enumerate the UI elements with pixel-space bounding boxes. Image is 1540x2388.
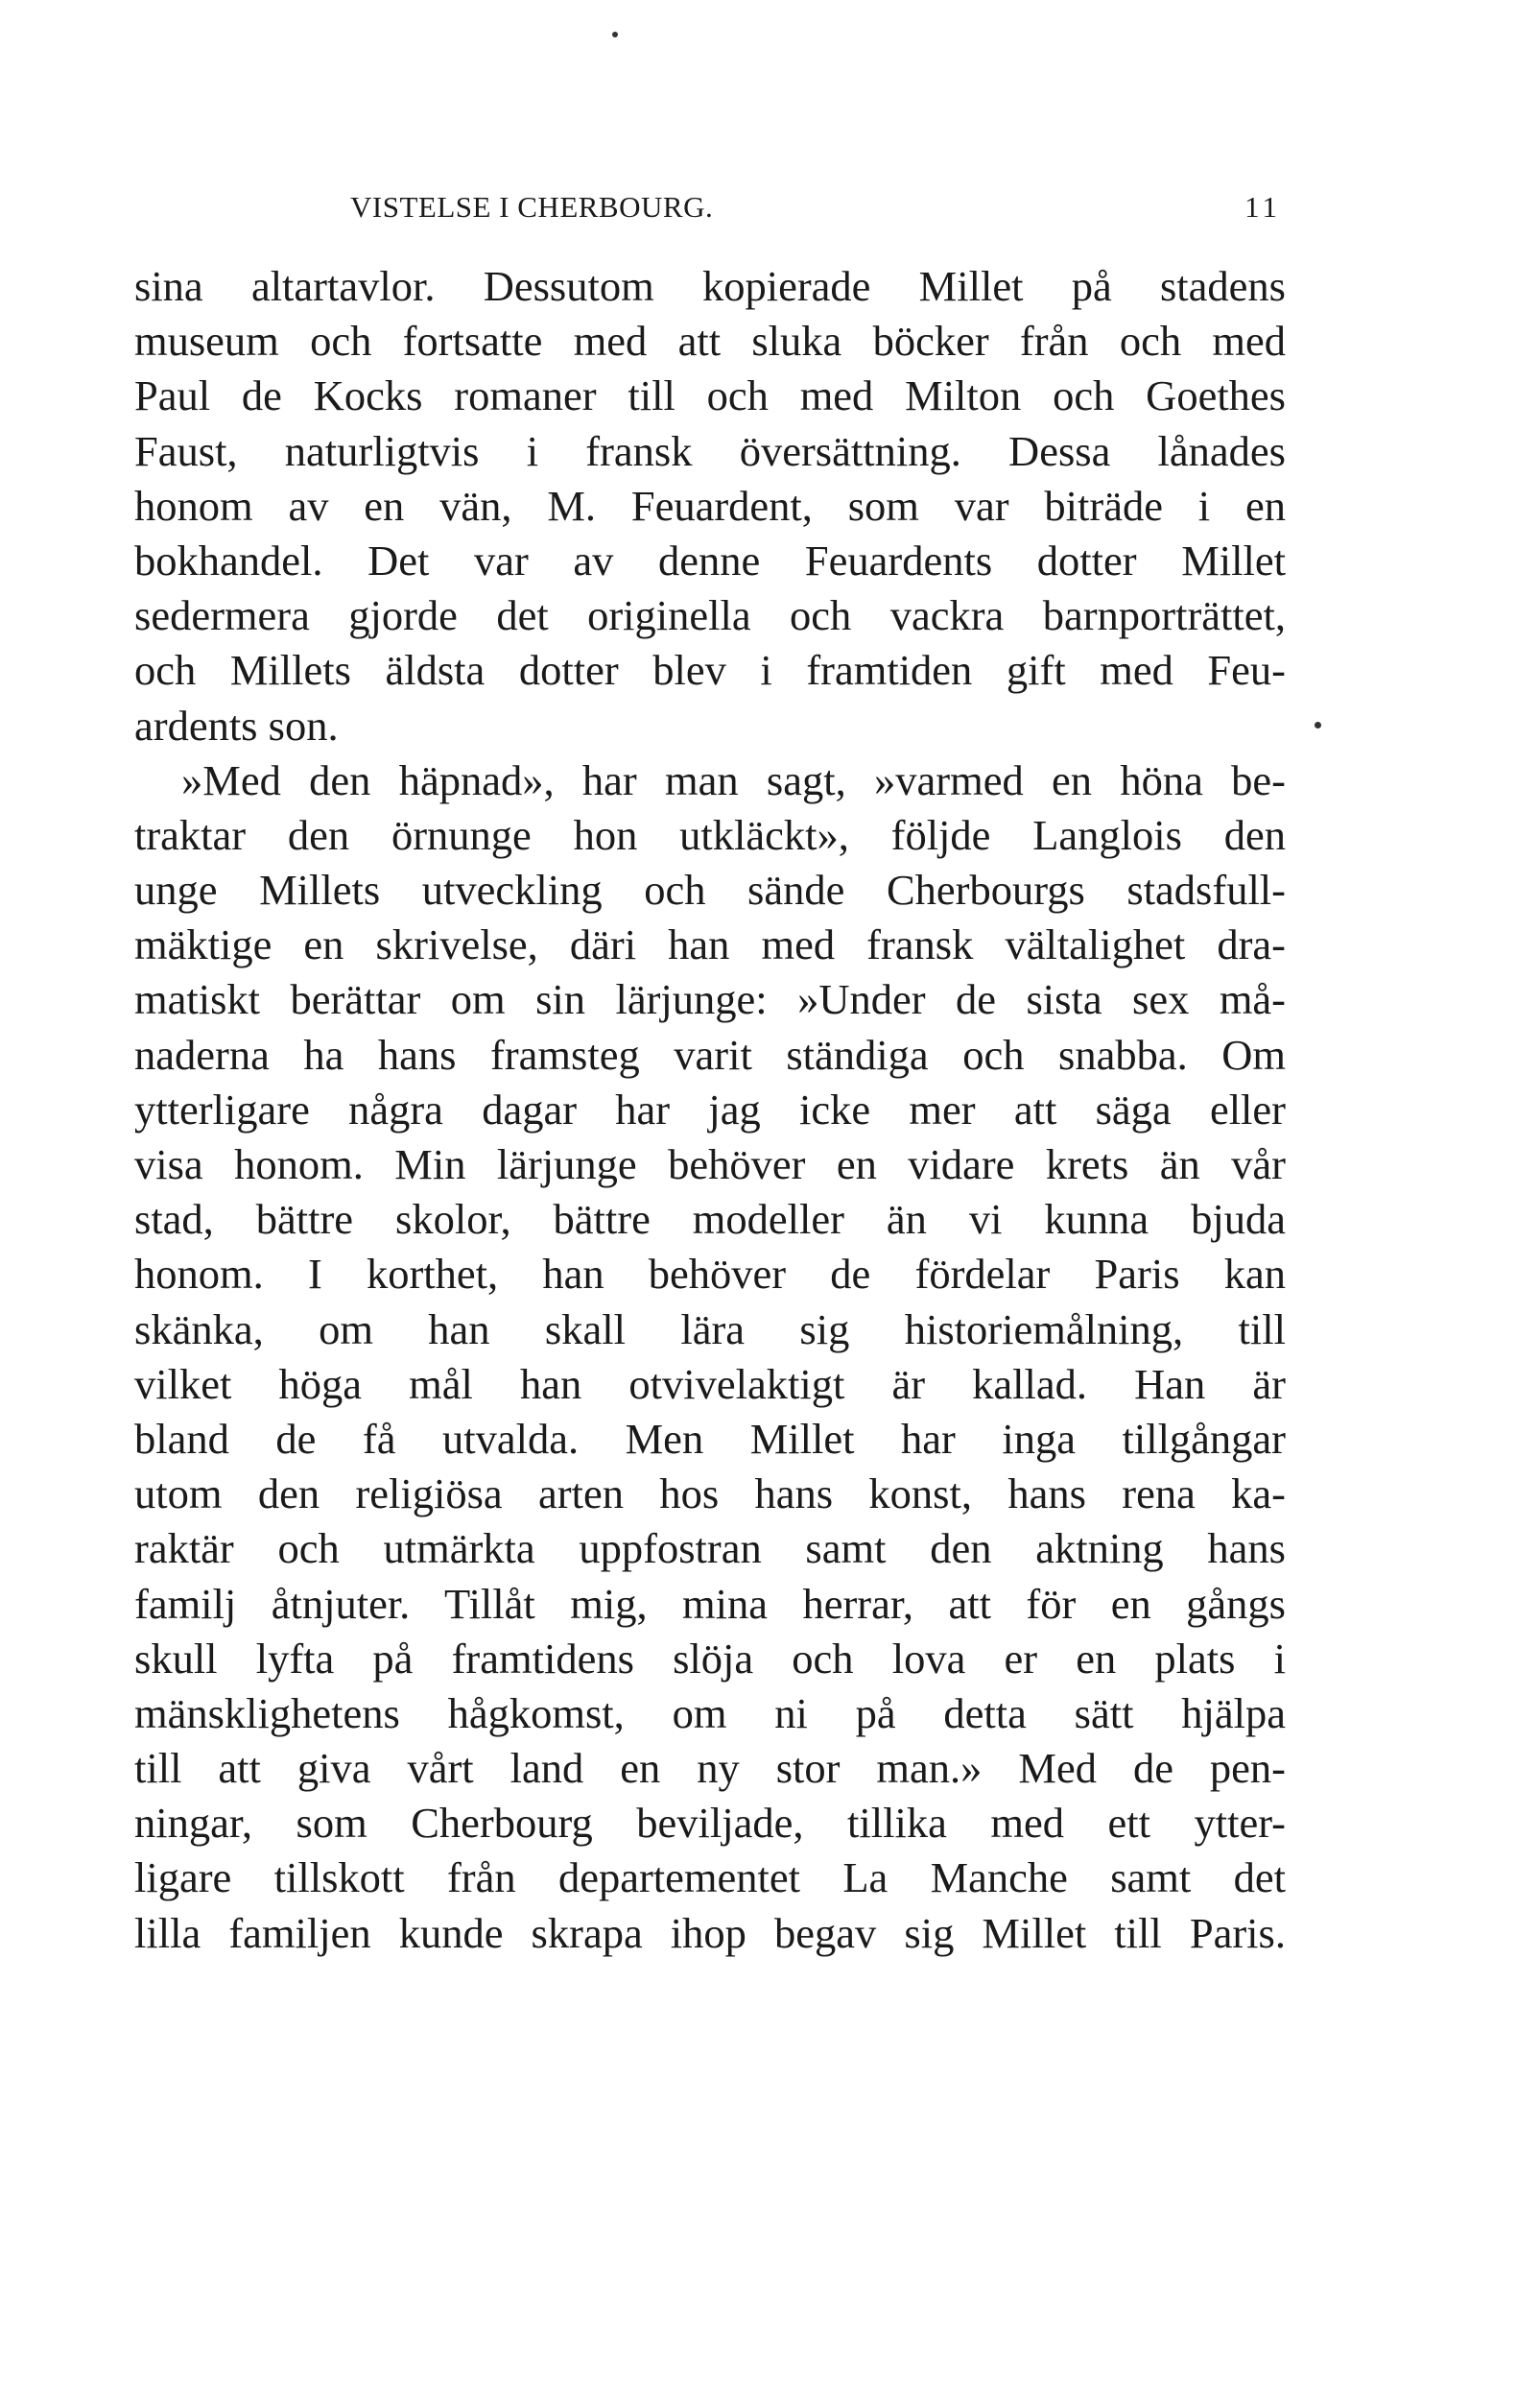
running-header-title: VISTELSE I CHERBOURG. bbox=[350, 190, 714, 224]
ink-speck bbox=[1315, 722, 1321, 728]
text-line: stad, bättre skolor, bättre modeller än vi kunna bjuda bbox=[134, 1195, 1286, 1244]
body-text bbox=[134, 259, 1286, 1961]
ink-speck bbox=[612, 32, 618, 37]
text-line: och Millets äldsta dotter blev i framtiden gift med Feu- bbox=[134, 646, 1286, 695]
text-line: sina altartavlor. Dessutom kopierade Millet på stadens bbox=[134, 262, 1286, 310]
text-line: vilket höga mål han otvivelaktigt är kallad. Han är bbox=[134, 1359, 1286, 1408]
paragraph-1 bbox=[134, 259, 1286, 753]
text-line: traktar den örnunge hon utkläckt», följde Langlois den bbox=[134, 810, 1286, 859]
text-line: familj åtnjuter. Tillåt mig, mina herrar, att för en gångs bbox=[134, 1579, 1286, 1628]
text-line: honom av en vän, M. Feuardent, som var biträde i en bbox=[134, 481, 1286, 530]
page-number: 11 bbox=[1244, 190, 1281, 224]
text-line: ningar, som Cherbourg beviljade, tillika med ett ytter- bbox=[134, 1799, 1286, 1848]
text-line: raktär och utmärkta uppfostran samt den aktning hans bbox=[134, 1524, 1286, 1573]
paragraph-2 bbox=[134, 753, 1286, 1961]
text-line: mänsklighetens hågkomst, om ni på detta sätt hjälpa bbox=[134, 1688, 1286, 1737]
text-line: lilla familjen kunde skrapa ihop begav sig Millet till Paris. bbox=[134, 1908, 1286, 1957]
text-line: ligare tillskott från departementet La Manche samt det bbox=[134, 1853, 1286, 1902]
text-line: bokhandel. Det var av denne Feuardents dotter Millet bbox=[134, 536, 1286, 585]
text-line: Paul de Kocks romaner till och med Milton och Goethes bbox=[134, 371, 1286, 420]
text-line: ytterligare några dagar har jag icke mer att säga eller bbox=[134, 1085, 1286, 1134]
text-line: matiskt berättar om sin lärjunge: »Under de sista sex må- bbox=[134, 975, 1286, 1024]
text-line: bland de få utvalda. Men Millet har inga tillgångar bbox=[134, 1414, 1286, 1463]
text-line: honom. I korthet, han behöver de fördelar Paris kan bbox=[134, 1250, 1286, 1299]
text-line: ardents son. bbox=[134, 701, 339, 750]
text-line: utom den religiösa arten hos hans konst, hans rena ka- bbox=[134, 1469, 1286, 1518]
text-line: museum och fortsatte med att sluka böcker från och med bbox=[134, 317, 1286, 366]
text-line: till att giva vårt land en ny stor man.» Med de pen- bbox=[134, 1744, 1286, 1793]
text-line: Faust, naturligtvis i fransk översättning. Dessa lånades bbox=[134, 426, 1286, 475]
text-line: sedermera gjorde det originella och vackra barnporträttet, bbox=[134, 591, 1286, 640]
text-line: unge Millets utveckling och sände Cherbourgs stadsfull- bbox=[134, 866, 1286, 915]
text-line: mäktige en skrivelse, däri han med fransk vältalighet dra- bbox=[134, 920, 1286, 969]
text-line: »Med den häpnad», har man sagt, »varmed en höna be- bbox=[181, 755, 1286, 804]
text-line: visa honom. Min lärjunge behöver en vidare krets än vår bbox=[134, 1140, 1286, 1188]
text-line: naderna ha hans framsteg varit ständiga och snabba. Om bbox=[134, 1030, 1286, 1079]
text-line: skänka, om han skall lära sig historiemålning, till bbox=[134, 1304, 1286, 1353]
running-header bbox=[134, 190, 1281, 238]
text-line: skull lyfta på framtidens slöja och lova er en plats i bbox=[134, 1634, 1286, 1683]
